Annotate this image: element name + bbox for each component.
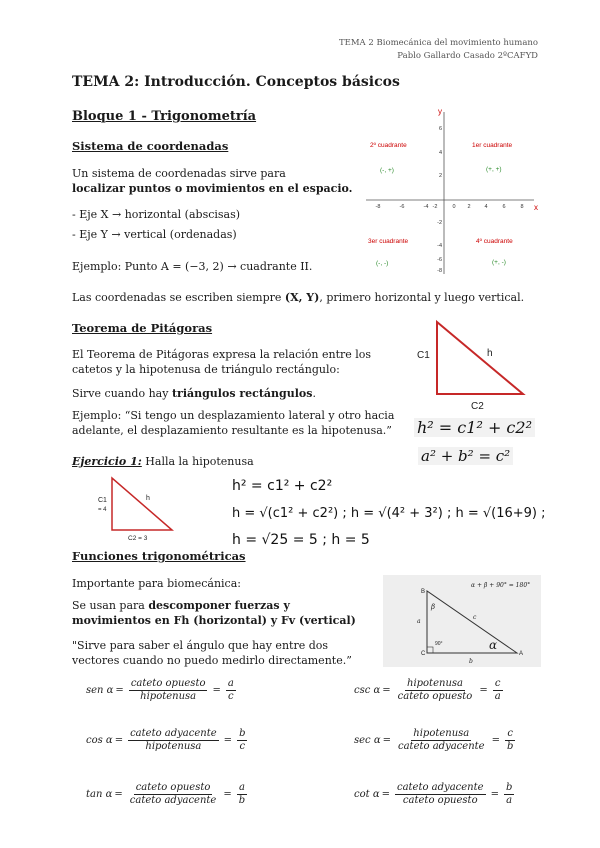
y-axis-label: y: [438, 107, 442, 116]
x-tick: -6: [399, 204, 405, 210]
formula-sin: sen α = cateto opuesto hipotenusa = $\frac{a}{c}$: [86, 678, 234, 702]
exercise-step-1: h² = c1² + c2²: [232, 478, 333, 494]
page-title: TEMA 2: Introducción. Conceptos básicos: [72, 74, 400, 90]
triangle-label-h: h: [487, 348, 493, 359]
pitagoras-example-2: adelante, el desplazamiento resultante es la hipotenusa.”: [72, 424, 392, 437]
x-tick: -4: [423, 204, 429, 210]
coords-order: Las coordenadas se escriben siempre (X, Y), primero horizontal y luego vertical.: [72, 291, 525, 304]
quadrant-4-label: 4º cuadrante: [476, 238, 513, 245]
trig-text-1: Importante para biomecánica:: [72, 577, 241, 590]
quadrant-4-sign: (+, -): [492, 259, 506, 266]
y-tick: 6: [438, 126, 442, 132]
coords-heading: Sistema de coordenadas: [72, 139, 229, 153]
quadrant-3-label: 3er cuadrante: [368, 238, 409, 245]
pitagoras-text-2: catetos y la hipotenusa de triángulo rectángulo:: [72, 363, 340, 376]
y-tick: -2: [437, 220, 442, 226]
vertex-a: A: [519, 651, 524, 657]
trig-triangle-figure: [383, 575, 541, 667]
y-tick: 4: [438, 150, 442, 156]
trig-text-3: movimientos en Fh (horizontal) y Fv (vertical): [72, 614, 356, 627]
exercise-h-label: h: [146, 495, 150, 502]
coords-axis-x: - Eje X → horizontal (abscisas): [72, 208, 241, 221]
quadrant-2-sign: (-, +): [380, 167, 394, 174]
x-tick: 4: [484, 204, 488, 210]
quadrant-1-label: 1er cuadrante: [472, 142, 513, 149]
side-b: b: [469, 658, 473, 665]
quadrant-2-label: 2º cuadrante: [370, 142, 407, 149]
coords-intro-2: localizar puntos o movimientos en el espacio.: [72, 182, 353, 195]
trig-text-2: Se usan para descomponer fuerzas y: [72, 599, 290, 612]
exercise-step-2: h = √(c1² + c2²) ; h = √(4² + 3²) ; h = √(16+9) ;: [232, 506, 546, 521]
exercise-c2-label: C2 = 3: [128, 535, 148, 542]
pitagoras-formula-1: h² = c1² + c2²: [414, 418, 535, 437]
x-tick: 2: [467, 204, 471, 210]
formula-cot: cot α = cateto adyacente cateto opuesto = $\frac{b}{a}$: [354, 782, 513, 806]
quadrant-3-sign: (-, -): [376, 260, 389, 267]
formula-tan: tan α = cateto opuesto cateto adyacente = $\frac{a}{b}$: [86, 782, 246, 806]
angle-beta: β: [431, 603, 436, 611]
pitagoras-formula-2: a² + b² = c²: [418, 447, 513, 465]
side-a: a: [417, 618, 421, 625]
y-tick: 2: [438, 173, 442, 179]
angle-sum-formula: α + β + 90° = 180°: [471, 582, 531, 589]
coords-example: Ejemplo: Punto A = (−3, 2) → cuadrante II.: [72, 260, 313, 273]
y-tick: -8: [437, 268, 442, 274]
header-course: TEMA 2 Biomecánica del movimiento humano: [338, 38, 538, 48]
triangle-label-c1: C1: [417, 350, 430, 361]
x-tick: 0: [452, 204, 456, 210]
pitagoras-use: Sirve cuando hay triángulos rectángulos.: [72, 387, 316, 400]
exercise-heading: Ejercicio 1: Halla la hipotenusa: [72, 455, 254, 468]
exercise-c1-label: C1: [98, 497, 107, 504]
pitagoras-heading: Teorema de Pitágoras: [72, 321, 213, 335]
exercise-triangle: [96, 474, 186, 544]
block-title: Bloque 1 - Trigonometría: [72, 109, 257, 124]
x-tick: 8: [520, 204, 524, 210]
angle-right: 90°: [435, 641, 443, 647]
pitagoras-example-1: Ejemplo: “Si tengo un desplazamiento lateral y otro hacia: [72, 409, 395, 422]
pitagoras-triangle: [415, 316, 535, 412]
angle-alpha: α: [489, 638, 498, 652]
coordinate-plane: [362, 104, 542, 276]
y-tick: -6: [437, 257, 442, 263]
x-tick: 6: [502, 204, 506, 210]
trig-quote-2: vectores cuando no puedo medirlo directamente.”: [72, 654, 352, 667]
exercise-c1-value: = 4: [98, 507, 107, 513]
triangle-label-c2: C2: [471, 401, 484, 412]
trig-quote-1: "Sirve para saber el ángulo que hay entre dos: [72, 639, 329, 652]
vertex-c: C: [421, 651, 426, 657]
quadrant-1-sign: (+, +): [486, 166, 502, 173]
side-c: c: [473, 614, 477, 621]
formula-csc: csc α = hipotenusa cateto opuesto = $\frac{c}{a}$: [354, 678, 501, 702]
x-tick: -2: [432, 204, 438, 210]
exercise-step-3: h = √25 = 5 ; h = 5: [232, 532, 370, 548]
pitagoras-text-1: El Teorema de Pitágoras expresa la relación entre los: [72, 348, 372, 361]
x-tick: -8: [375, 204, 381, 210]
coords-intro-1: Un sistema de coordenadas sirve para: [72, 167, 286, 180]
vertex-b: B: [421, 589, 426, 595]
coords-axis-y: - Eje Y → vertical (ordenadas): [72, 228, 237, 241]
formula-sec: sec α = hipotenusa cateto adyacente = $\frac{c}{b}$: [354, 728, 514, 752]
x-axis-label: x: [534, 203, 538, 212]
formula-cos: cos α = cateto adyacente hipotenusa = $\frac{b}{c}$: [86, 728, 246, 752]
trig-heading: Funciones trigonométricas: [72, 549, 246, 563]
y-tick: -4: [437, 243, 442, 249]
header-author: Pablo Gallardo Casado 2ºCAFYD: [397, 51, 538, 61]
